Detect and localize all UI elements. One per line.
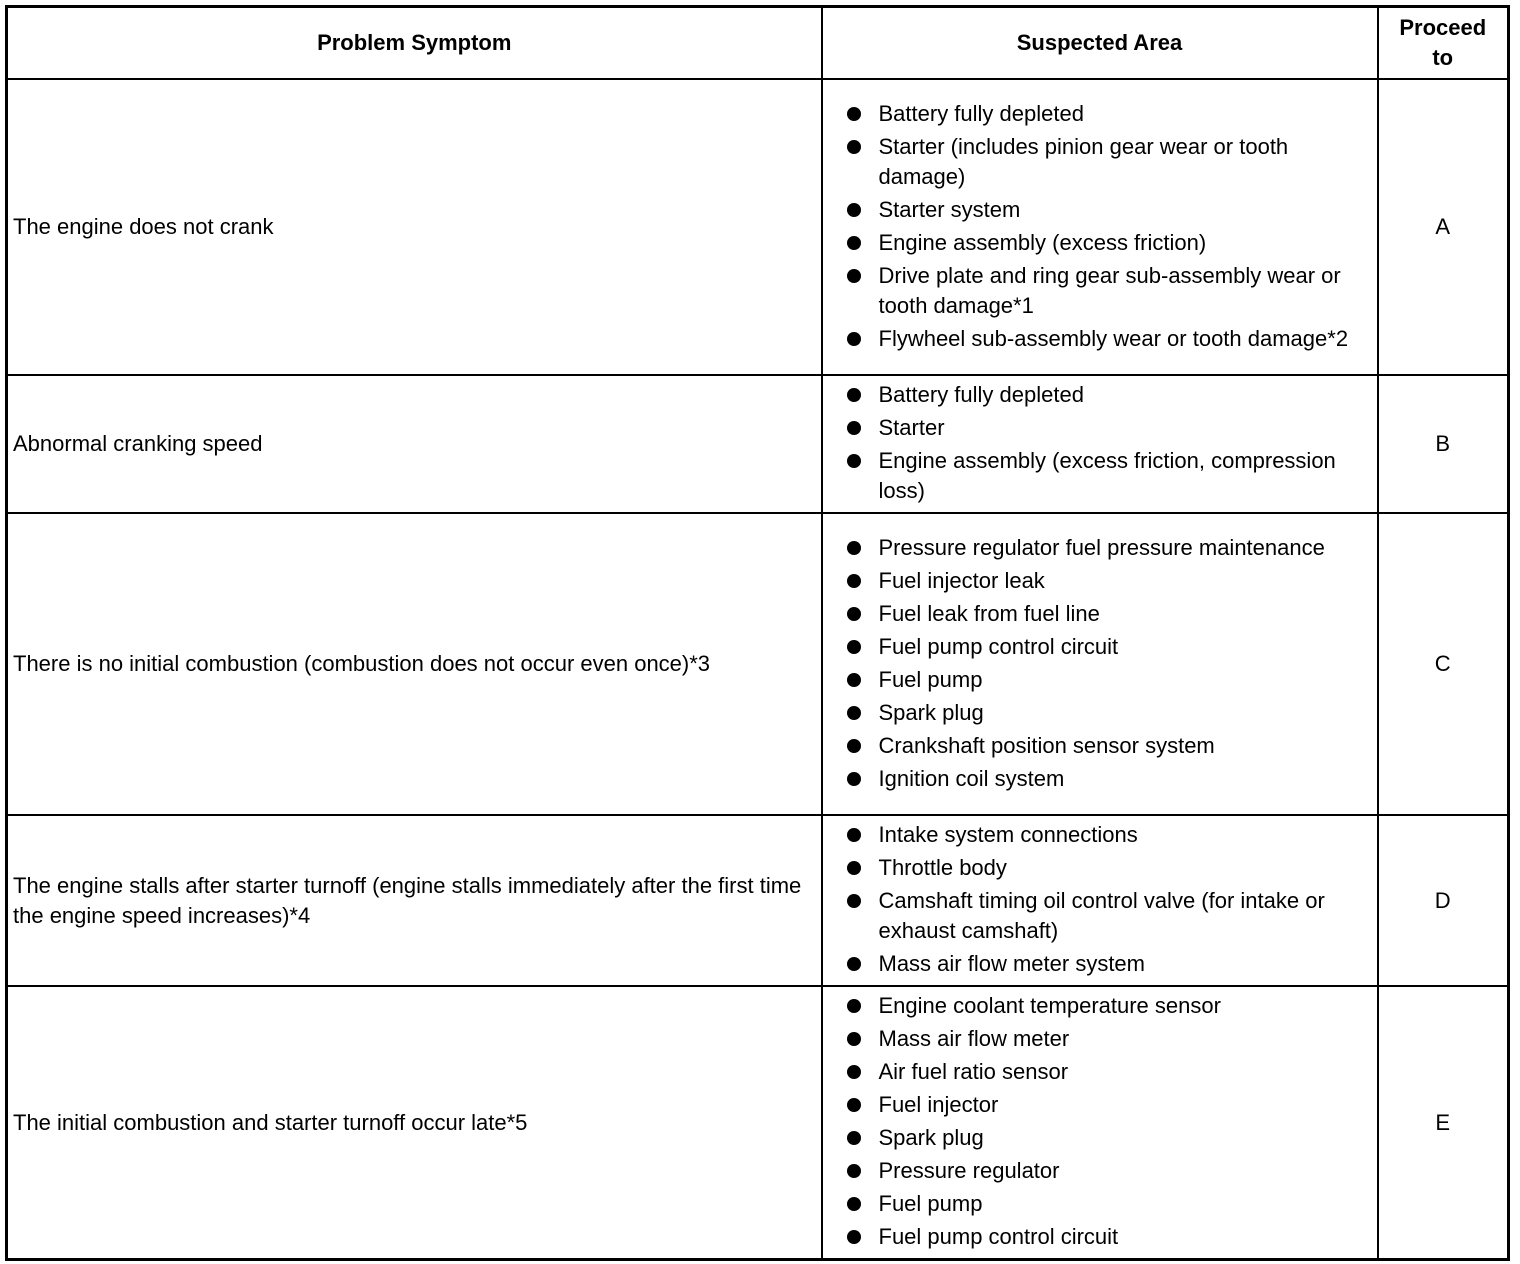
- table-row: [7, 986, 1509, 1260]
- list-item: [845, 1090, 1367, 1120]
- list-item: [845, 991, 1367, 1021]
- bullet-icon: [847, 1098, 861, 1112]
- bullet-icon: [847, 957, 861, 971]
- list-item: [845, 566, 1367, 596]
- bullet-icon: [847, 541, 861, 555]
- bullet-icon: [847, 1065, 861, 1079]
- bullet-icon: [847, 421, 861, 435]
- list-item: [845, 1156, 1367, 1186]
- suspected-area-list: [845, 99, 1367, 354]
- suspected-area-text: Starter (includes pinion gear wear or tooth damage): [878, 133, 1289, 189]
- list-item: [845, 886, 1367, 946]
- suspected-area-text: Pressure regulator: [878, 1158, 1060, 1183]
- suspected-area-list: [845, 380, 1367, 506]
- suspected-area-text: Drive plate and ring gear sub-assembly wear or tooth damage*1: [878, 262, 1341, 318]
- bullet-icon: [847, 706, 861, 720]
- bullet-icon: [847, 140, 861, 154]
- table-body: [7, 79, 1509, 1260]
- bullet-icon: [847, 673, 861, 687]
- bullet-icon: [847, 828, 861, 842]
- suspected-area-text: Crankshaft position sensor system: [878, 732, 1215, 758]
- troubleshooting-table: [5, 5, 1510, 1261]
- list-item: [845, 413, 1367, 443]
- proceed-to-cell: B: [1378, 375, 1509, 513]
- suspected-area-list: [845, 820, 1367, 979]
- header-suspected-area: Suspected Area: [822, 7, 1378, 80]
- list-item: [845, 698, 1367, 728]
- table-row: [7, 815, 1509, 986]
- bullet-icon: [847, 236, 861, 250]
- suspected-area-text: Fuel injector leak: [878, 567, 1045, 593]
- bullet-icon: [847, 1164, 861, 1178]
- list-item: [845, 132, 1367, 192]
- suspected-area-text: Fuel leak from fuel line: [878, 600, 1100, 626]
- proceed-to-cell: C: [1378, 513, 1509, 815]
- bullet-icon: [847, 1032, 861, 1046]
- bullet-icon: [847, 999, 861, 1013]
- bullet-icon: [847, 269, 861, 283]
- suspected-area-text: Engine assembly (excess friction): [878, 229, 1207, 255]
- table-row: [7, 513, 1509, 815]
- suspected-area-text: Engine assembly (excess friction, compression loss): [878, 448, 1336, 503]
- list-item: [845, 1057, 1367, 1087]
- suspected-area-text: Fuel injector: [878, 1092, 999, 1117]
- suspected-area-text: Engine coolant temperature sensor: [878, 993, 1221, 1018]
- suspected-area-text: Throttle body: [878, 855, 1007, 880]
- suspected-area-text: Flywheel sub-assembly wear or tooth damage*2: [878, 325, 1349, 351]
- bullet-icon: [847, 640, 861, 654]
- suspected-area-text: Fuel pump control circuit: [878, 633, 1119, 659]
- header-problem-symptom: Problem Symptom: [7, 7, 822, 80]
- suspected-area-list: [845, 991, 1367, 1252]
- list-item: [845, 228, 1367, 258]
- proceed-to-cell: E: [1378, 986, 1509, 1260]
- list-item: [845, 599, 1367, 629]
- suspected-area-text: Battery fully depleted: [878, 382, 1084, 407]
- suspected-area-text: Mass air flow meter: [878, 1026, 1070, 1051]
- list-item: [845, 195, 1367, 225]
- problem-symptom-cell: The engine stalls after starter turnoff (engine stalls immediately after the first time the engine speed increases)*4: [7, 815, 822, 986]
- list-item: [845, 1123, 1367, 1153]
- header-row: [7, 7, 1509, 80]
- suspected-area-text: Starter system: [878, 196, 1021, 222]
- suspected-area-text: Air fuel ratio sensor: [878, 1059, 1069, 1084]
- suspected-area-cell: [822, 375, 1378, 513]
- suspected-area-text: Starter: [878, 415, 945, 440]
- list-item: [845, 731, 1367, 761]
- list-item: [845, 853, 1367, 883]
- bullet-icon: [847, 894, 861, 908]
- bullet-icon: [847, 861, 861, 875]
- suspected-area-text: Intake system connections: [878, 822, 1138, 847]
- suspected-area-list: [845, 533, 1367, 794]
- list-item: [845, 632, 1367, 662]
- suspected-area-text: Ignition coil system: [878, 765, 1065, 791]
- bullet-icon: [847, 1197, 861, 1211]
- list-item: [845, 324, 1367, 354]
- suspected-area-cell: [822, 79, 1378, 375]
- bullet-icon: [847, 574, 861, 588]
- bullet-icon: [847, 1131, 861, 1145]
- list-item: [845, 665, 1367, 695]
- bullet-icon: [847, 607, 861, 621]
- bullet-icon: [847, 332, 861, 346]
- suspected-area-cell: [822, 986, 1378, 1260]
- list-item: [845, 1189, 1367, 1219]
- list-item: [845, 764, 1367, 794]
- suspected-area-cell: [822, 815, 1378, 986]
- list-item: [845, 820, 1367, 850]
- suspected-area-text: Pressure regulator fuel pressure maintenance: [878, 534, 1325, 560]
- list-item: [845, 1024, 1367, 1054]
- bullet-icon: [847, 772, 861, 786]
- problem-symptom-cell: The engine does not crank: [7, 79, 822, 375]
- list-item: [845, 446, 1367, 506]
- list-item: [845, 949, 1367, 979]
- suspected-area-text: Fuel pump: [878, 1191, 983, 1216]
- problem-symptom-cell: There is no initial combustion (combustion does not occur even once)*3: [7, 513, 822, 815]
- proceed-to-cell: A: [1378, 79, 1509, 375]
- list-item: [845, 99, 1367, 129]
- suspected-area-text: Fuel pump control circuit: [878, 1224, 1119, 1249]
- list-item: [845, 1222, 1367, 1252]
- header-proceed-to: Proceed to: [1378, 7, 1509, 80]
- suspected-area-text: Fuel pump: [878, 666, 983, 692]
- problem-symptom-cell: Abnormal cranking speed: [7, 375, 822, 513]
- proceed-to-cell: D: [1378, 815, 1509, 986]
- bullet-icon: [847, 107, 861, 121]
- suspected-area-text: Spark plug: [878, 1125, 984, 1150]
- suspected-area-text: Mass air flow meter system: [878, 951, 1145, 976]
- problem-symptom-cell: The initial combustion and starter turnoff occur late*5: [7, 986, 822, 1260]
- suspected-area-cell: [822, 513, 1378, 815]
- bullet-icon: [847, 1230, 861, 1244]
- bullet-icon: [847, 454, 861, 468]
- suspected-area-text: Camshaft timing oil control valve (for intake or exhaust camshaft): [878, 888, 1325, 943]
- list-item: [845, 261, 1367, 321]
- suspected-area-text: Spark plug: [878, 699, 984, 725]
- bullet-icon: [847, 739, 861, 753]
- bullet-icon: [847, 203, 861, 217]
- bullet-icon: [847, 388, 861, 402]
- list-item: [845, 533, 1367, 563]
- list-item: [845, 380, 1367, 410]
- table-row: [7, 79, 1509, 375]
- table-row: [7, 375, 1509, 513]
- suspected-area-text: Battery fully depleted: [878, 100, 1084, 126]
